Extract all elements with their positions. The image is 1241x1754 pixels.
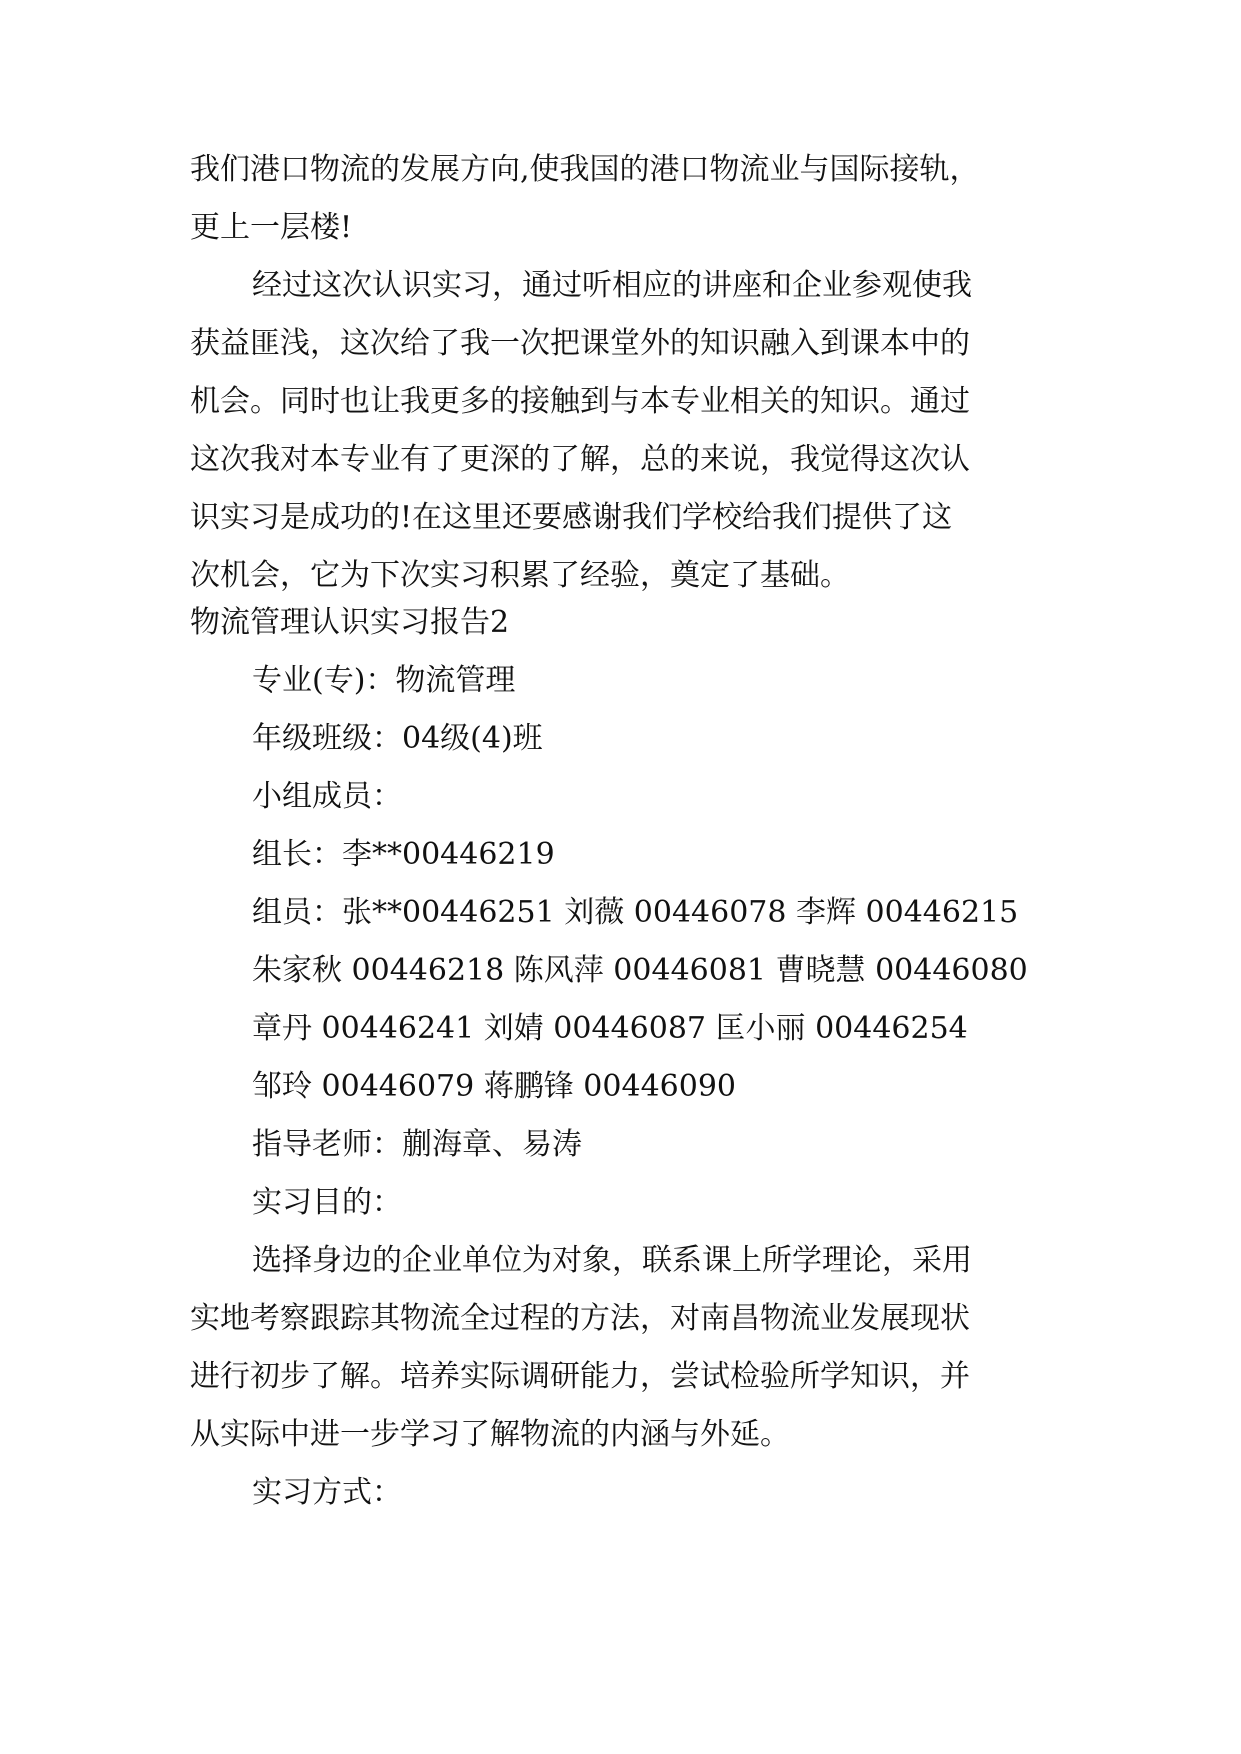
- group-members-line-4: 邹玲 00446079 蒋鹏锋 00446090: [252, 1069, 736, 1104]
- group-members-line-3: 章丹 00446241 刘婧 00446087 匡小丽 00446254: [252, 1011, 968, 1046]
- purpose-label: 实习目的：: [252, 1185, 402, 1220]
- text-line-1: 我们港口物流的发展方向,使我国的港口物流业与国际接轨，: [190, 152, 980, 187]
- group-members-label: 小组成员：: [252, 779, 402, 814]
- purpose-text-line-3: 进行初步了解。培养实际调研能力，尝试检验所学知识，并: [190, 1359, 970, 1394]
- text-line-2: 更上一层楼!: [190, 210, 353, 245]
- group-members-line-1: 组员：张**00446251 刘薇 00446078 李辉 00446215: [252, 895, 1019, 930]
- section-heading: 物流管理认识实习报告2: [190, 605, 510, 640]
- purpose-text-line-4: 从实际中进一步学习了解物流的内涵与外延。: [190, 1417, 790, 1452]
- text-line-6: 这次我对本专业有了更深的了解，总的来说，我觉得这次认: [190, 442, 970, 477]
- group-members-line-2: 朱家秋 00446218 陈风萍 00446081 曹晓慧 00446080: [252, 953, 1028, 988]
- purpose-text-line-1: 选择身边的企业单位为对象，联系课上所学理论，采用: [252, 1243, 972, 1278]
- text-line-3: 经过这次认识实习，通过听相应的讲座和企业参观使我: [252, 268, 972, 303]
- group-leader-line: 组长：李**00446219: [252, 837, 555, 872]
- advisor-line: 指导老师：蒯海章、易涛: [252, 1127, 582, 1162]
- grade-class-line: 年级班级：04级(4)班: [252, 721, 543, 756]
- text-line-7: 识实习是成功的!在这里还要感谢我们学校给我们提供了这: [190, 500, 953, 535]
- text-line-4: 获益匪浅，这次给了我一次把课堂外的知识融入到课本中的: [190, 326, 970, 361]
- text-line-5: 机会。同时也让我更多的接触到与本专业相关的知识。通过: [190, 384, 970, 419]
- text-line-8: 次机会，它为下次实习积累了经验，奠定了基础。: [190, 558, 850, 593]
- major-line: 专业(专)：物流管理: [252, 663, 516, 698]
- purpose-text-line-2: 实地考察跟踪其物流全过程的方法，对南昌物流业发展现状: [190, 1301, 970, 1336]
- method-label: 实习方式：: [252, 1475, 402, 1510]
